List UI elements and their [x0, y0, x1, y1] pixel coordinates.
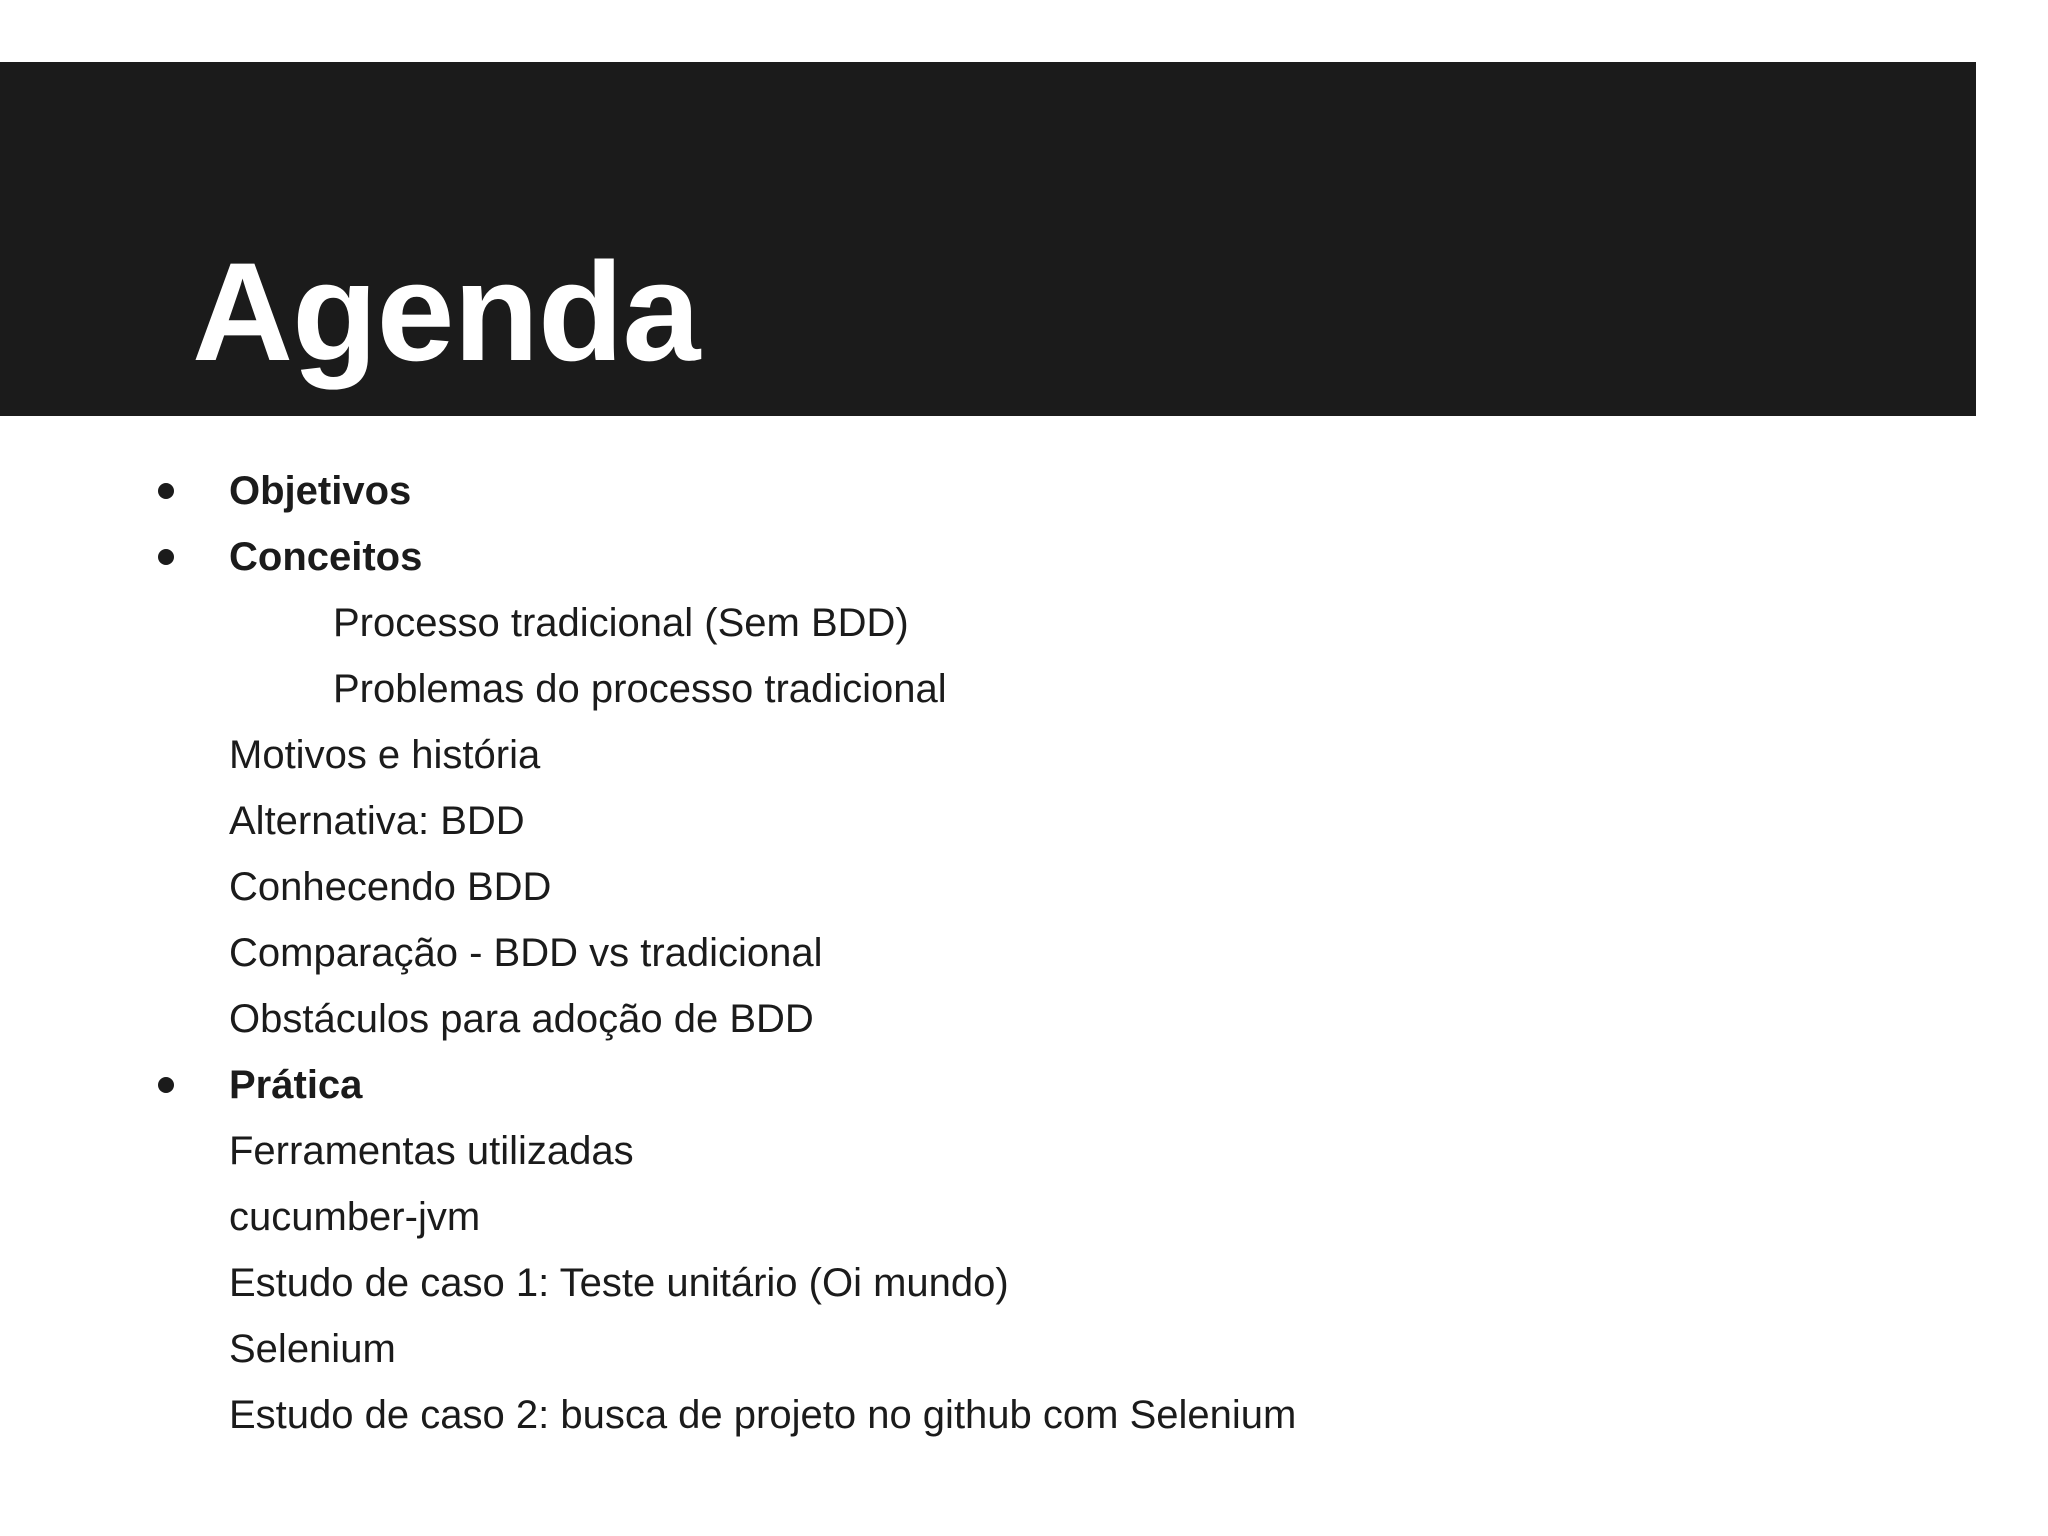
agenda-item	[0, 788, 2048, 854]
agenda-item-label: Prática	[229, 1063, 363, 1107]
agenda-item-label: Comparação - BDD vs tradicional	[229, 931, 823, 975]
agenda-item	[0, 854, 2048, 920]
agenda-item	[0, 722, 2048, 788]
bullet-icon	[158, 483, 174, 499]
agenda-item-label: Objetivos	[229, 469, 412, 513]
bullet-icon	[158, 549, 174, 565]
agenda-subitem	[0, 590, 2048, 656]
agenda-item-label: Alternativa: BDD	[229, 799, 525, 843]
agenda-item-label: Problemas do processo tradicional	[333, 667, 947, 711]
agenda-item	[0, 1382, 2048, 1448]
slide-title: Agenda	[192, 233, 700, 390]
agenda-item-conceitos	[0, 524, 2048, 590]
agenda-item	[0, 1316, 2048, 1382]
agenda-item-label: Estudo de caso 2: busca de projeto no github com Selenium	[229, 1393, 1297, 1437]
agenda-item-objetivos	[0, 458, 2048, 524]
agenda-item-label: Estudo de caso 1: Teste unitário (Oi mundo)	[229, 1261, 1009, 1305]
agenda-item-pratica	[0, 1052, 2048, 1118]
agenda-item	[0, 1118, 2048, 1184]
agenda-list	[0, 458, 2048, 1448]
agenda-item-label: Selenium	[229, 1327, 396, 1371]
agenda-item-label: Ferramentas utilizadas	[229, 1129, 634, 1173]
agenda-item-label: Conceitos	[229, 535, 423, 579]
agenda-item-label: cucumber-jvm	[229, 1195, 481, 1239]
agenda-item-label: Processo tradicional (Sem BDD)	[333, 601, 909, 645]
bullet-icon	[158, 1077, 174, 1093]
agenda-item	[0, 1250, 2048, 1316]
agenda-subitem	[0, 656, 2048, 722]
agenda-item	[0, 986, 2048, 1052]
agenda-item	[0, 920, 2048, 986]
agenda-item-label: Motivos e história	[229, 733, 541, 777]
agenda-item-label: Conhecendo BDD	[229, 865, 552, 909]
agenda-item-label: Obstáculos para adoção de BDD	[229, 997, 814, 1041]
agenda-item	[0, 1184, 2048, 1250]
